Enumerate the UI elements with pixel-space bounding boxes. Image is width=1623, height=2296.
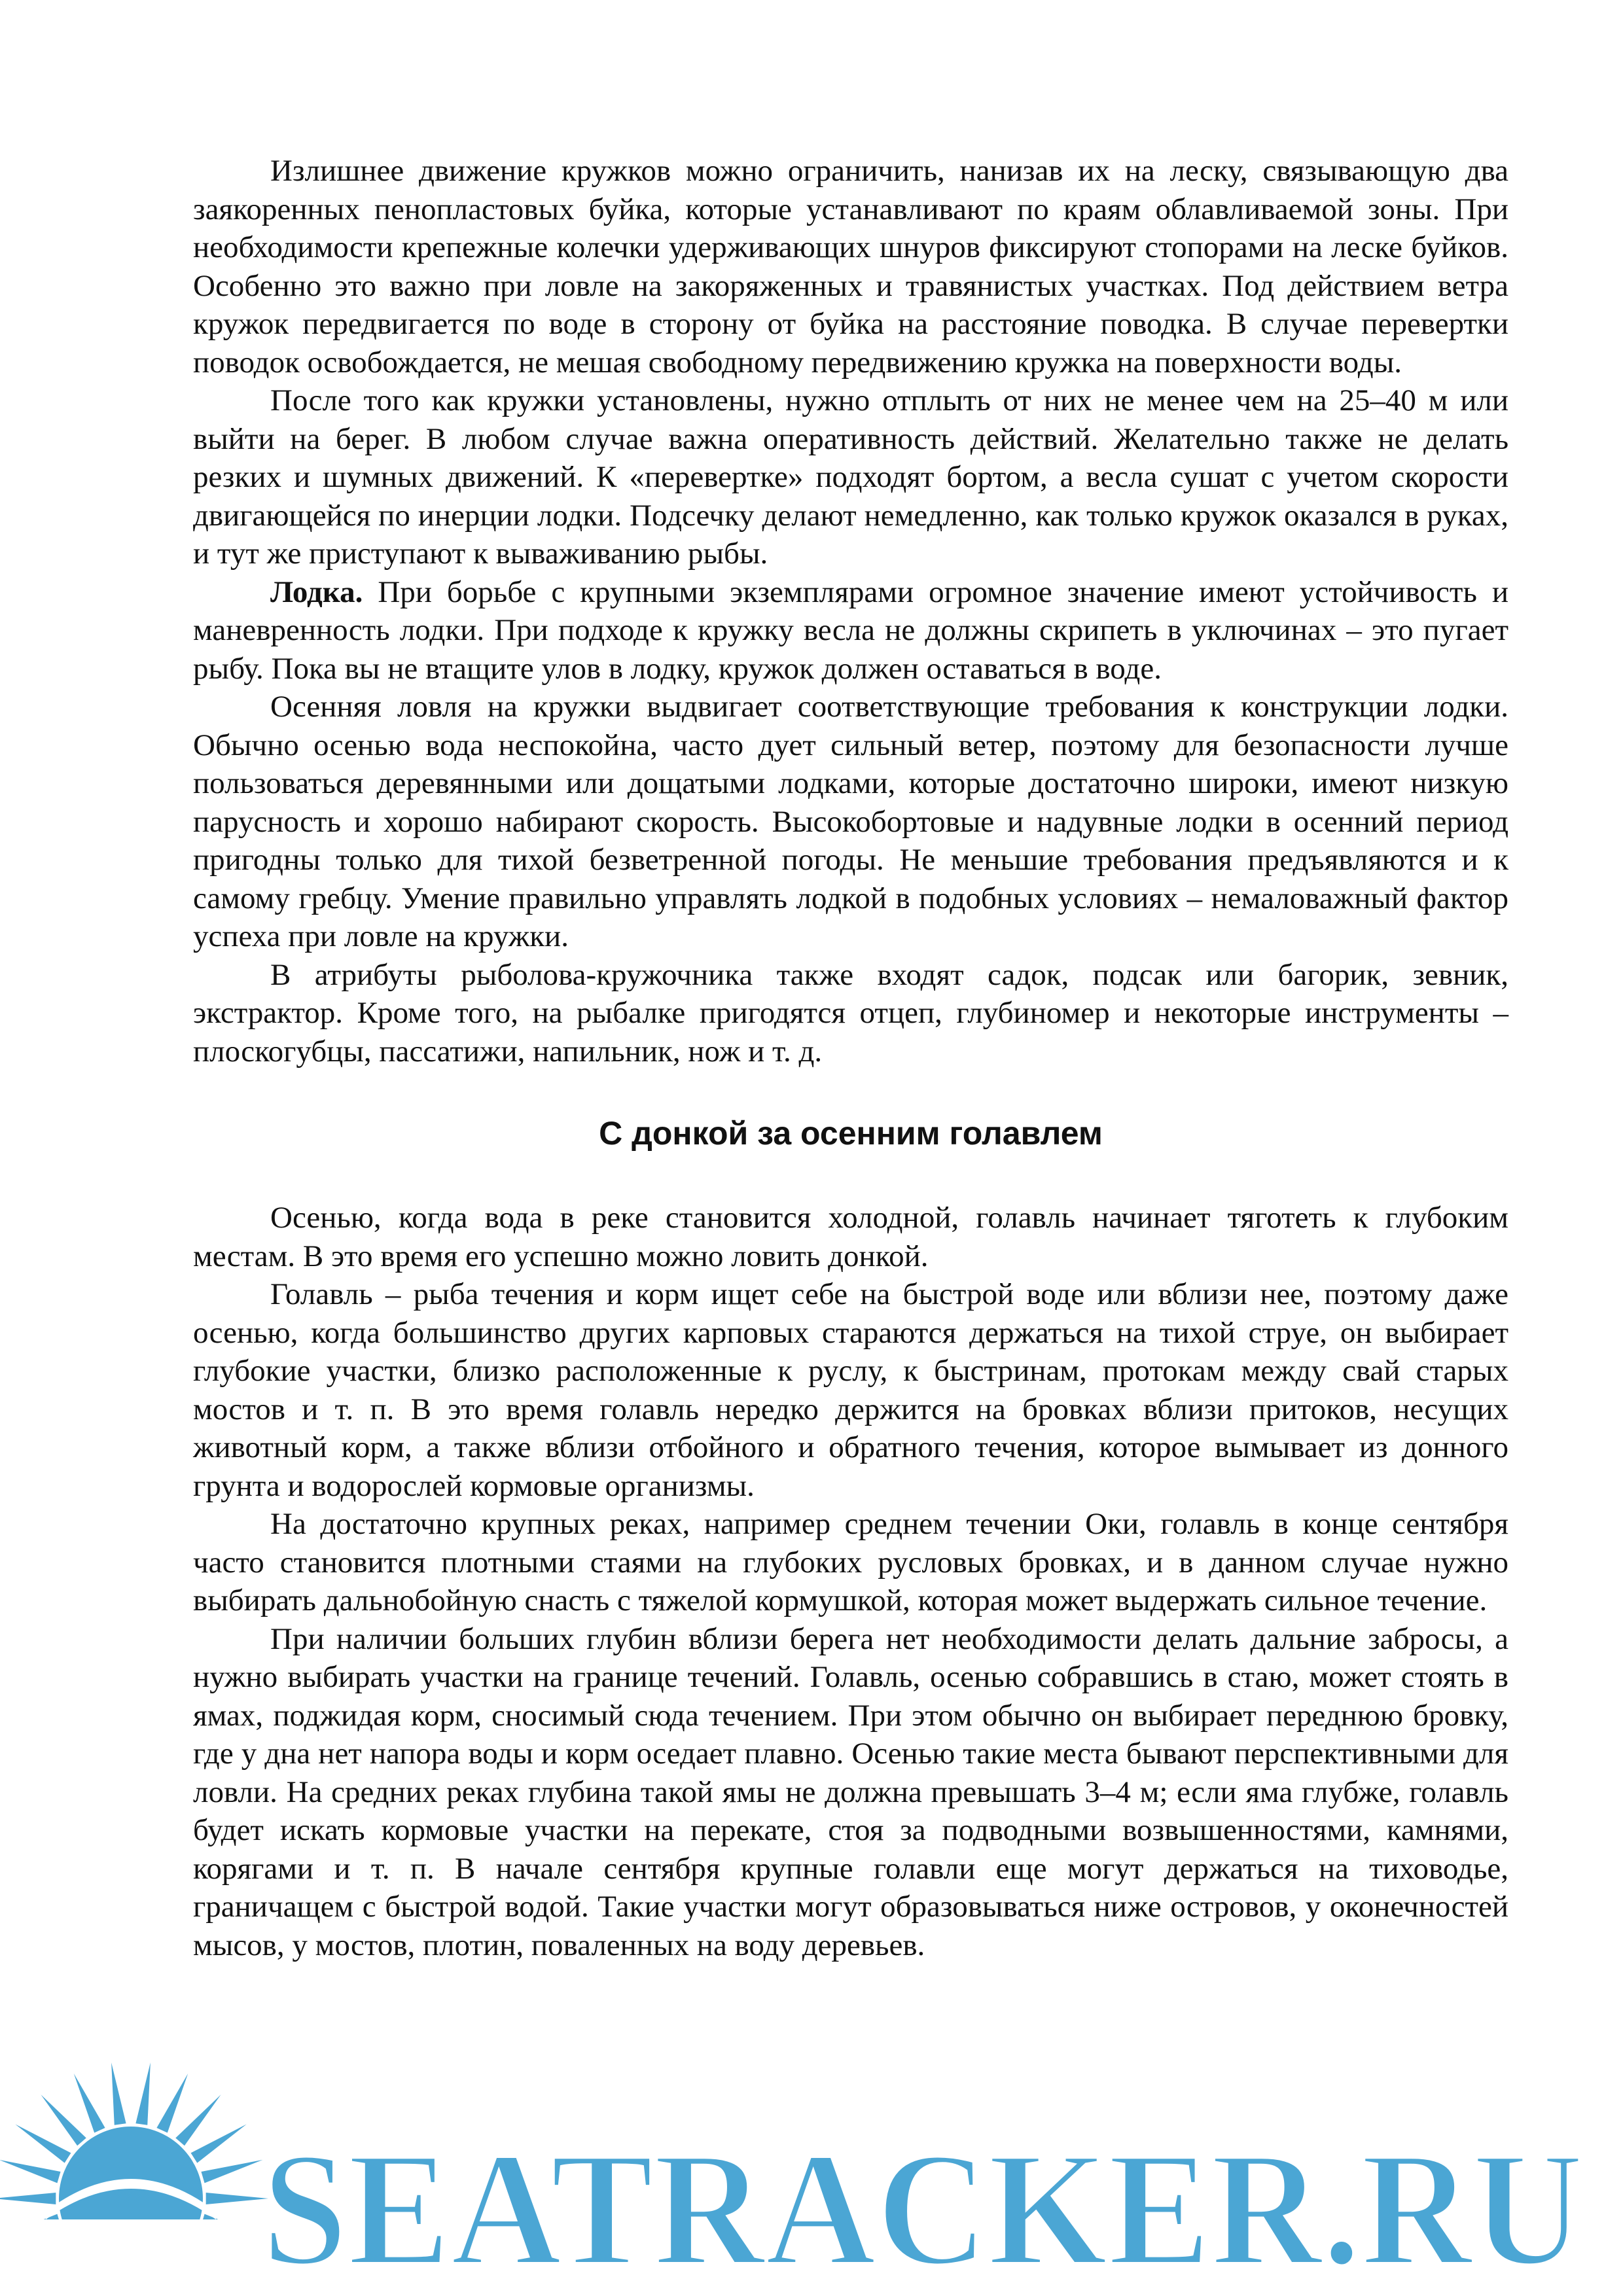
sun-ray	[135, 2062, 151, 2125]
section-heading: С донкой за осенним голавлем	[599, 1115, 1103, 1152]
sun-ray	[15, 2124, 71, 2163]
sun-ray	[156, 2074, 188, 2132]
sun-ray	[201, 2160, 262, 2183]
boat-label: Лодка.	[270, 574, 363, 609]
watermark-text: SEATRACKER.RU	[262, 2119, 1584, 2296]
paragraph: Осенняя ловля на кружки выдвигает соответствующие требования к конструкции лодки. Обычно осенью вода неспокойна, часто дует сильный ветер, поэтому для безопасности лучше пользоваться деревянными или дощатыми лодками, которые достаточно широки, имеют низкую парусность и хорошо набирают скорость. Высокобортовые и надувные лодки в осенний период пригодны только для тихой безветренной погоды. Не меньшие требования предъявляются и к самому гребцу. Умение правильно управлять лодкой в подобных условиях – немаловажный фактор успеха при ловле на кружки.	[193, 690, 1508, 953]
sun-ray	[191, 2124, 247, 2163]
watermark-logo	[0, 2048, 1623, 2296]
sun-ray	[175, 2094, 221, 2146]
paragraph: Излишнее движение кружков можно ограничить, нанизав их на леску, связывающую два заякоренных пенопластовых буйка, которые устанавливают по краям облавливаемой зоны. При необходимости крепежные колечки удерживающих шнуров фиксируют стопорами на леске буйков. Особенно это важно при ловле на закоряженных и травянистых участках. Под действием ветра кружок передвигается по воде в сторону от буйка на расстояние поводка. В случае перевертки поводок освобождается, не мешая свободному передвижению кружка на поверхности воды.	[193, 154, 1508, 380]
sun-ray	[206, 2193, 268, 2204]
section-circles	[193, 152, 1508, 1070]
sun-ray	[0, 2193, 56, 2204]
boat-text: При борьбе с крупными экземплярами огромное значение имеют устойчивость и маневренность лодки. При подходе к кружку весла не должны скрипеть в уключинах – это пугает рыбу. Пока вы не втащите улов в лодку, кружок должен оставаться в воде.	[193, 574, 1508, 686]
paragraph: После того как кружки установлены, нужно отплыть от них не менее чем на 25–40 м или выйти на берег. В любом случае важна оперативность действий. Желательно также не делать резких и шумных движений. К «перевертке» подходят бортом, а весла сушат с учетом скорости двигающейся по инерции лодки. Подсечку делают немедленно, как только кружок оказался в руках, и тут же приступают к вываживанию рыбы.	[193, 383, 1508, 571]
paragraph: На достаточно крупных реках, например среднем течении Оки, голавль в конце сентября часто становится плотными стаями на глубоких русловых бровках, и в данном случае нужно выбирать дальнобойную снасть с тяжелой кормушкой, которая может выдержать сильное течение.	[193, 1507, 1508, 1617]
document-page	[193, 152, 1508, 1964]
sun-ray	[0, 2160, 61, 2183]
paragraph: В атрибуты рыболова-кружочника также входят садок, подсак или багорик, зевник, экстрактор. Кроме того, на рыбалке пригодятся отцеп, глубиномер и некоторые инструменты – плоскогубцы, пассатижи, напильник, нож и т. д.	[193, 957, 1508, 1069]
paragraph: Голавль – рыба течения и корм ищет себе на быстрой воде или вблизи нее, поэтому даже осенью, когда большинство других карповых стараются держаться на тихой струе, он выбирает глубокие участки, близко расположенные к руслу, к быстринам, протокам между свай старых мостов и т. п. В это время голавль нередко держится на бровках вблизи притоков, несущих животный корм, а также вблизи отбойного и обратного течения, которое вымывает из донного грунта и водорослей кормовые организмы.	[193, 1277, 1508, 1503]
sun-ray	[74, 2074, 105, 2132]
sun-icon	[0, 2062, 275, 2296]
section-chub	[193, 1199, 1508, 1964]
paragraph: Осенью, когда вода в реке становится холодной, голавль начинает тяготеть к глубоким местам. В это время его успешно можно ловить донкой.	[193, 1201, 1508, 1273]
paragraph: При наличии больших глубин вблизи берега нет необходимости делать дальние забросы, а нужно выбирать участки на границе течений. Голавль, осенью собравшись в стаю, может стоять в ямах, поджидая корм, сносимый сюда течением. При этом обычно он выбирает переднюю бровку, где у дна нет напора воды и корм оседает плавно. Осенью такие места бывают перспективными для ловли. На средних реках глубина такой ямы не должна превышать 3–4 м; если яма глубже, голавль будет искать кормовые участки на перекате, стоя за подводными возвышенностями, камнями, корягами и т. п. В начале сентября крупные голавли еще могут держаться на тиховодье, граничащем с быстрой водой. Такие участки могут образовываться ниже островов, у оконечностей мысов, у мостов, плотин, поваленных на воду деревьев.	[193, 1621, 1508, 1962]
sun-ray	[41, 2094, 86, 2146]
sun-ray	[111, 2062, 126, 2125]
paragraph-boat	[193, 573, 1508, 688]
